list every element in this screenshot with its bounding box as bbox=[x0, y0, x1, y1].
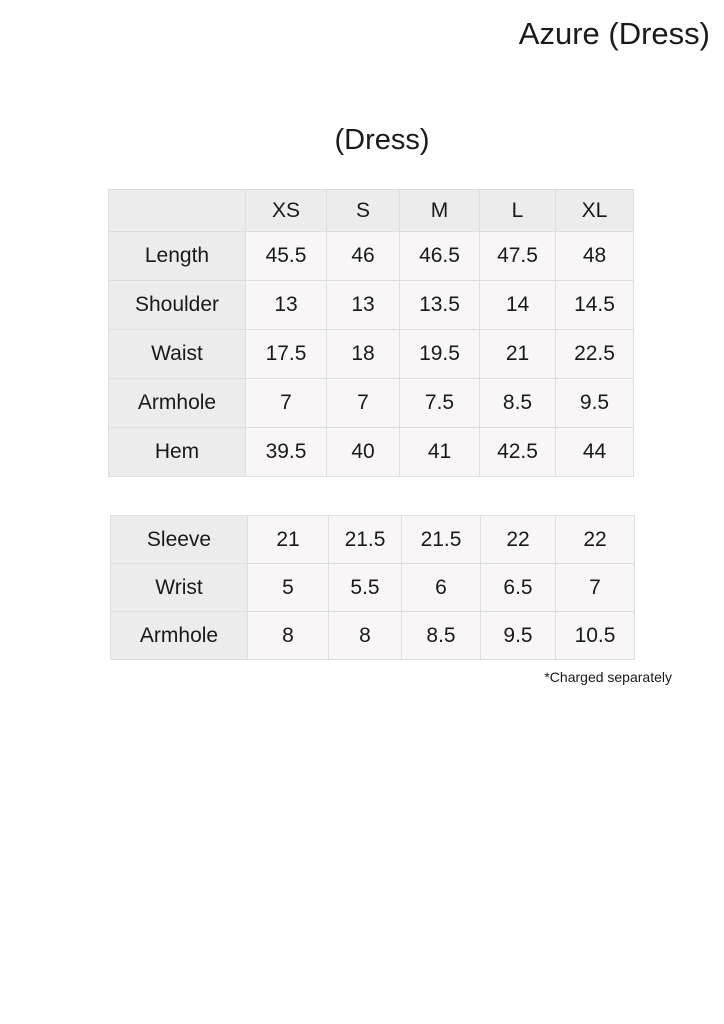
table-cell: 6 bbox=[402, 564, 481, 612]
table-cell: 21.5 bbox=[329, 516, 402, 564]
table-cell: 44 bbox=[556, 428, 634, 477]
table-row bbox=[111, 516, 635, 564]
header-corner-cell bbox=[109, 190, 246, 232]
row-label: Wrist bbox=[111, 564, 248, 612]
row-label: Armhole bbox=[111, 612, 248, 660]
table-cell: 22.5 bbox=[556, 330, 634, 379]
table-cell: 5 bbox=[248, 564, 329, 612]
table-cell: 46 bbox=[327, 232, 400, 281]
table-cell: 6.5 bbox=[481, 564, 556, 612]
table-row bbox=[111, 564, 635, 612]
table-cell: 48 bbox=[556, 232, 634, 281]
size-header-xs: XS bbox=[246, 190, 327, 232]
table-cell: 13 bbox=[246, 281, 327, 330]
table-cell: 19.5 bbox=[400, 330, 480, 379]
table-cell: 39.5 bbox=[246, 428, 327, 477]
table-cell: 8.5 bbox=[480, 379, 556, 428]
table-cell: 40 bbox=[327, 428, 400, 477]
table-cell: 47.5 bbox=[480, 232, 556, 281]
table-cell: 21 bbox=[248, 516, 329, 564]
size-header-xl: XL bbox=[556, 190, 634, 232]
table-cell: 7.5 bbox=[400, 379, 480, 428]
table-cell: 7 bbox=[556, 564, 635, 612]
table-cell: 17.5 bbox=[246, 330, 327, 379]
table-cell: 9.5 bbox=[481, 612, 556, 660]
footnote: *Charged separately bbox=[544, 669, 672, 685]
row-label: Length bbox=[109, 232, 246, 281]
section-title: (Dress) bbox=[334, 124, 430, 156]
sleeve-chart-table bbox=[110, 515, 635, 660]
row-label: Sleeve bbox=[111, 516, 248, 564]
table-row bbox=[109, 232, 634, 281]
table-cell: 18 bbox=[327, 330, 400, 379]
table-row bbox=[109, 379, 634, 428]
table-cell: 14 bbox=[480, 281, 556, 330]
size-header-m: M bbox=[400, 190, 480, 232]
row-label: Hem bbox=[109, 428, 246, 477]
table-cell: 13 bbox=[327, 281, 400, 330]
table-cell: 14.5 bbox=[556, 281, 634, 330]
document-title: Azure (Dress) bbox=[518, 16, 710, 51]
table-cell: 21 bbox=[480, 330, 556, 379]
table-cell: 7 bbox=[327, 379, 400, 428]
table-cell: 46.5 bbox=[400, 232, 480, 281]
table-row bbox=[109, 330, 634, 379]
size-header-row bbox=[109, 190, 634, 232]
table-cell: 8.5 bbox=[402, 612, 481, 660]
size-chart-table bbox=[108, 189, 634, 477]
table-row bbox=[109, 281, 634, 330]
table-cell: 8 bbox=[329, 612, 402, 660]
table-row bbox=[111, 612, 635, 660]
table-cell: 10.5 bbox=[556, 612, 635, 660]
table-cell: 21.5 bbox=[402, 516, 481, 564]
row-label: Armhole bbox=[109, 379, 246, 428]
table-cell: 41 bbox=[400, 428, 480, 477]
table-row bbox=[109, 428, 634, 477]
table-cell: 42.5 bbox=[480, 428, 556, 477]
table-cell: 5.5 bbox=[329, 564, 402, 612]
table-cell: 45.5 bbox=[246, 232, 327, 281]
table-cell: 22 bbox=[481, 516, 556, 564]
table-cell: 22 bbox=[556, 516, 635, 564]
row-label: Shoulder bbox=[109, 281, 246, 330]
table-cell: 13.5 bbox=[400, 281, 480, 330]
table-cell: 9.5 bbox=[556, 379, 634, 428]
table-cell: 8 bbox=[248, 612, 329, 660]
row-label: Waist bbox=[109, 330, 246, 379]
table-cell: 7 bbox=[246, 379, 327, 428]
size-header-l: L bbox=[480, 190, 556, 232]
size-header-s: S bbox=[327, 190, 400, 232]
